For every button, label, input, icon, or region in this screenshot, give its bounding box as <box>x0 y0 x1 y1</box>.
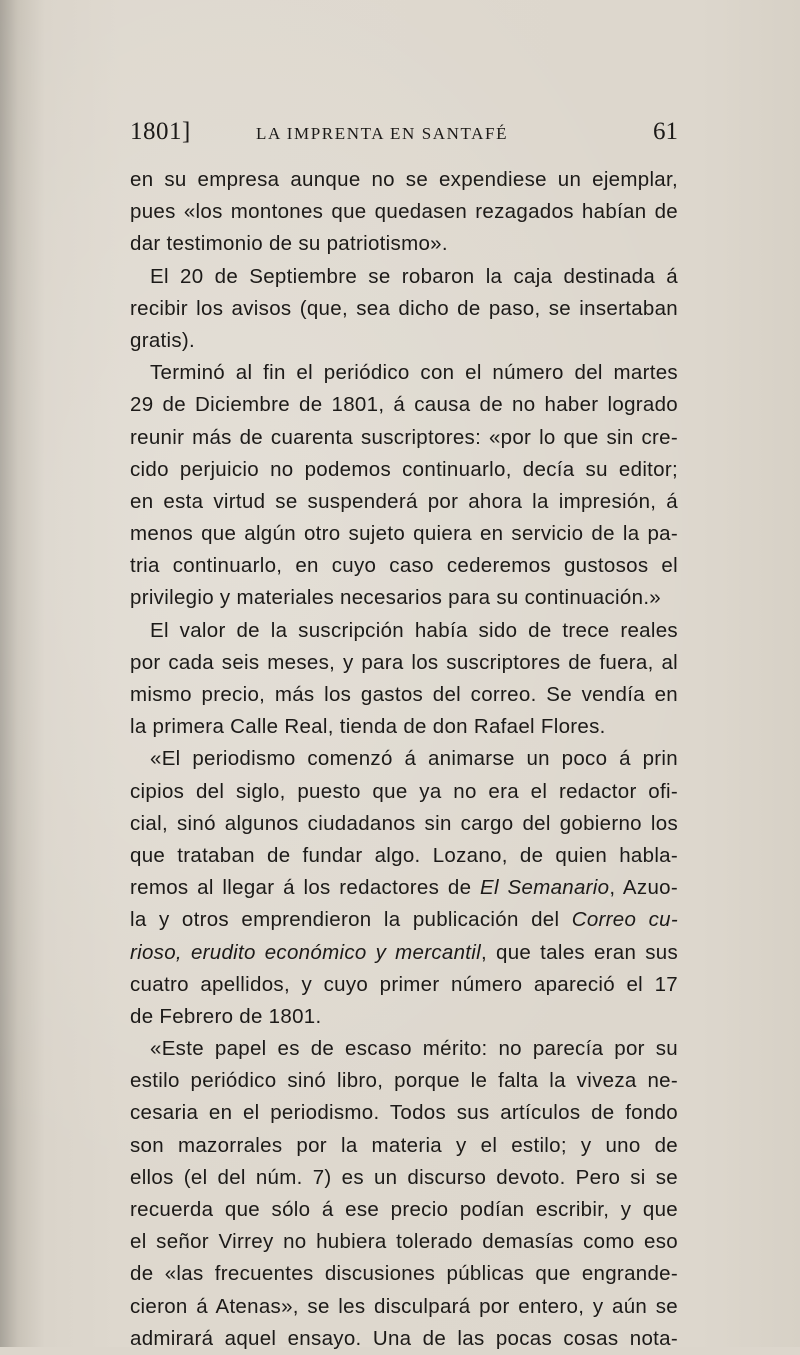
line-text: Terminó al fin el periódico con el número del martes <box>150 361 678 385</box>
text-line <box>130 1291 678 1323</box>
text-line <box>130 550 678 582</box>
line-text: ellos (el del núm. 7) es un discurso devoto. Pero si se <box>130 1165 678 1189</box>
line-text: la primera Calle Real, tienda de don Rafael Flores. <box>130 715 606 739</box>
text-line <box>130 840 678 872</box>
italic-title-text: rioso, erudito económico y mercantil <box>130 940 482 964</box>
text-line <box>130 679 678 711</box>
line-text: El valor de la suscripción había sido de trece reales <box>150 618 678 642</box>
text-line <box>130 1194 678 1226</box>
text-line <box>130 196 678 228</box>
line-text: , Azuo- <box>609 876 678 900</box>
text-line <box>130 293 678 325</box>
line-text: son mazorrales por la materia y el estilo; y uno de <box>130 1133 678 1157</box>
text-line <box>130 422 678 454</box>
line-text: en esta virtud se suspenderá por ahora la impresión, á <box>130 489 678 513</box>
line-text: la y otros emprendieron la publicación del <box>130 908 572 932</box>
line-text: cipios del siglo, puesto que ya no era el redactor ofi- <box>130 779 678 803</box>
line-text: pues «los montones que quedasen rezagados habían de <box>130 200 678 224</box>
text-line <box>130 872 678 904</box>
line-text: que trataban de fundar algo. Lozano, de quien habla- <box>130 843 678 867</box>
line-text: privilegio y materiales necesarios para su continuación.» <box>130 586 662 610</box>
line-text: recuerda que sólo á ese precio podían escribir, y que <box>130 1198 678 1221</box>
line-text: El 20 de Septiembre se robaron la caja destinada á <box>150 264 678 288</box>
line-text: mismo precio, más los gastos del correo. Se vendía en <box>130 683 678 706</box>
text-line <box>130 1033 678 1065</box>
line-text: menos que algún otro sujeto quiera en servicio de la pa- <box>130 522 678 546</box>
text-line <box>130 518 678 550</box>
line-text: reunir más de cuarenta suscriptores: «por lo que sin cre- <box>130 425 678 449</box>
line-text: por cada seis meses, y para los suscriptores de fuera, al <box>130 650 678 674</box>
line-text: gratis). <box>130 328 196 352</box>
line-text: en su empresa aunque no se expendiese un ejemplar, <box>130 168 678 191</box>
line-text: dar testimonio de su patriotismo». <box>130 232 448 256</box>
header-year: 1801] <box>130 118 191 145</box>
italic-title-text: El Semanario <box>479 876 610 900</box>
text-line <box>130 486 678 518</box>
text-line <box>130 389 678 421</box>
line-text: de «las frecuentes discusiones públicas que engrande- <box>130 1262 678 1286</box>
line-text: cido perjuicio no podemos continuarlo, decía su editor; <box>130 457 678 481</box>
text-line <box>130 1097 678 1129</box>
page-number: 61 <box>653 118 678 145</box>
italic-title-text: Correo cu- <box>571 908 678 932</box>
line-text: recibir los avisos (que, sea dicho de paso, se insertaban <box>130 296 678 320</box>
running-title: LA IMPRENTA EN SANTAFÉ <box>256 124 509 143</box>
text-line <box>130 1065 678 1097</box>
body-text <box>130 164 678 1355</box>
text-line <box>130 1226 678 1258</box>
text-line <box>130 904 678 936</box>
line-text: de Febrero de 1801. <box>130 1004 322 1028</box>
line-text: , que tales eran sus <box>481 940 678 964</box>
text-line <box>130 1130 678 1162</box>
line-text: cial, sinó algunos ciudadanos sin cargo del gobierno los <box>130 811 678 835</box>
text-line <box>130 325 678 357</box>
text-line <box>130 228 678 260</box>
text-line <box>130 1162 678 1194</box>
line-text: 29 de Diciembre de 1801, á causa de no haber logrado <box>130 393 678 417</box>
text-line <box>130 743 678 775</box>
line-text: remos al llegar á los redactores de <box>130 876 480 900</box>
text-line <box>130 164 678 196</box>
text-line <box>130 808 678 840</box>
line-text: estilo periódico sinó libro, porque le falta la viveza ne- <box>130 1069 678 1093</box>
text-line <box>130 357 678 389</box>
text-line <box>130 711 678 743</box>
text-line <box>130 937 678 969</box>
running-header <box>130 118 678 152</box>
text-line <box>130 582 678 614</box>
line-text: «Este papel es de escaso mérito: no parecía por su <box>150 1037 678 1061</box>
text-line <box>130 1001 678 1033</box>
line-text: cesaria en el periodismo. Todos sus artículos de fondo <box>130 1101 678 1125</box>
text-line <box>130 454 678 486</box>
line-text: «El periodismo comenzó á animarse un poco á prin <box>150 747 678 771</box>
text-line <box>130 647 678 679</box>
text-line <box>130 615 678 647</box>
line-text: admirará aquel ensayo. Una de las pocas cosas nota- <box>130 1326 678 1350</box>
text-line <box>130 1258 678 1290</box>
text-line <box>130 1323 678 1355</box>
text-line <box>130 261 678 293</box>
line-text: cieron á Atenas», se les disculpará por entero, y aún se <box>130 1294 678 1318</box>
line-text: tria continuarlo, en cuyo caso cederemos gustosos el <box>130 554 678 578</box>
text-line <box>130 776 678 808</box>
line-text: el señor Virrey no hubiera tolerado demasías como eso <box>130 1230 678 1254</box>
text-line <box>130 969 678 1001</box>
line-text: cuatro apellidos, y cuyo primer número apareció el 17 <box>130 972 678 996</box>
